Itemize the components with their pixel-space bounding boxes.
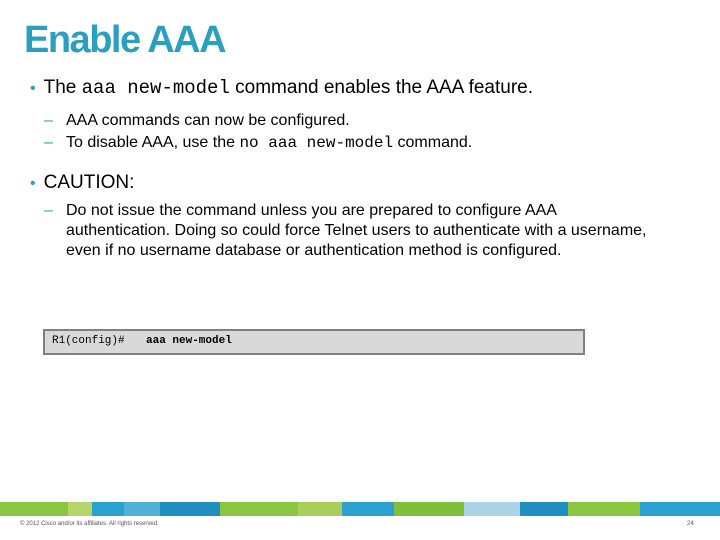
bullet-caution <box>30 171 134 196</box>
slide-title: Enable AAA <box>24 19 226 61</box>
page-number: 24 <box>687 521 694 527</box>
dash-marker: – <box>44 134 53 151</box>
footer-color-bar <box>0 502 720 516</box>
footer-copyright: © 2012 Cisco and/or its affiliates. All rights reserved. <box>20 521 159 527</box>
bullet-caution-text: CAUTION: <box>43 172 135 193</box>
sub-bullet-disable <box>44 133 664 153</box>
sub-bullet-text: AAA commands can now be configured. <box>66 112 350 129</box>
dash-marker: – <box>44 112 53 129</box>
bullet-suffix: command enables the AAA feature. <box>235 77 534 98</box>
bullet-dot: • <box>30 80 36 97</box>
sub-bullet-suffix: command. <box>397 134 473 151</box>
cli-command: aaa new-model <box>146 335 232 347</box>
cli-code-box <box>43 329 585 355</box>
bullet-dot: • <box>30 175 36 192</box>
bullet-prefix: The <box>43 77 77 98</box>
cli-prompt: R1(config)# <box>52 335 125 347</box>
bullet-aaa-new-model <box>30 76 533 101</box>
sub-bullet-prefix: To disable AAA, use the <box>66 134 235 151</box>
dash-marker: – <box>44 202 53 219</box>
sub-bullet-text: Do not issue the command unless you are prepared to configure AAA authentication. Doing so could force Telnet users to authenticate with a username, even if no username database or authentication method is configured. <box>66 202 647 259</box>
inline-command: no aaa new-model <box>239 134 394 152</box>
sub-bullet-caution-detail <box>44 201 654 261</box>
sub-bullet-configure <box>44 111 644 131</box>
inline-command: aaa new-model <box>81 77 230 99</box>
